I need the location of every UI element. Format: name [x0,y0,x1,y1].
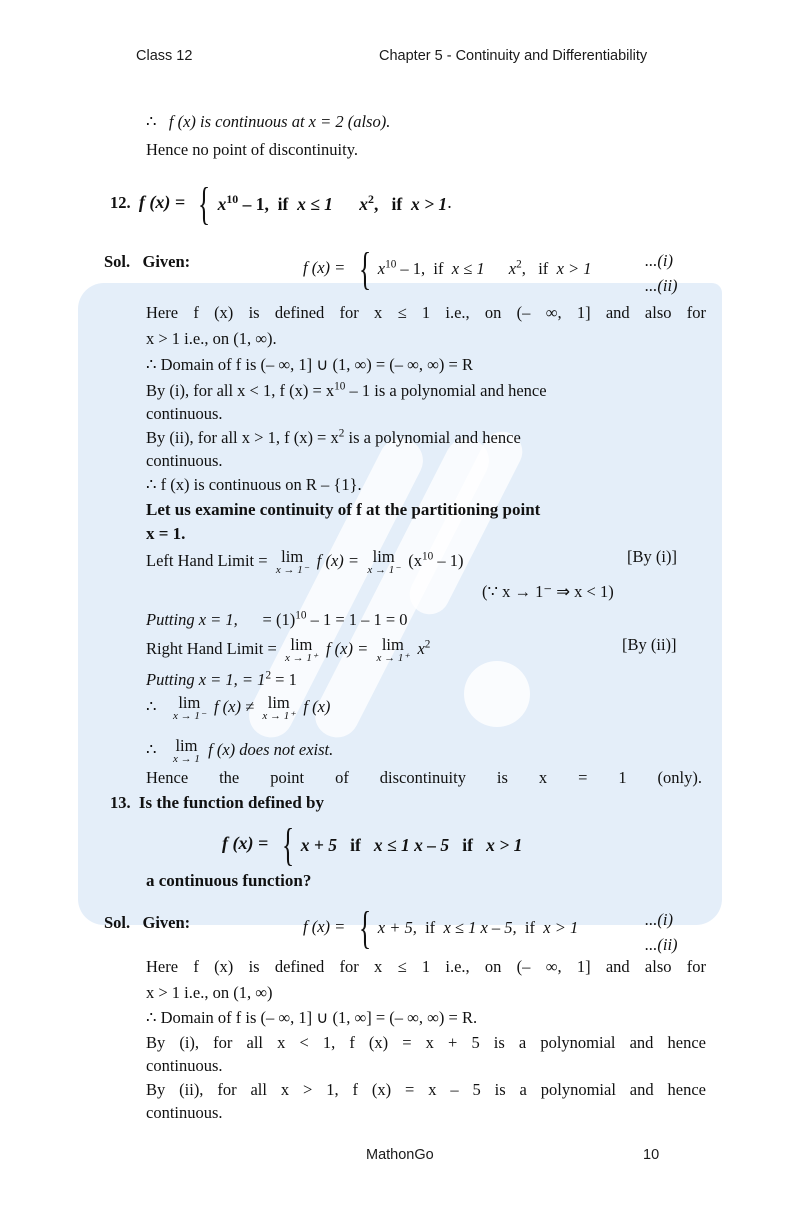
sol-13-label [104,914,190,932]
therefore-symbol: ∴ [146,740,157,760]
sol-12-p1-line2: x > 1 i.e., on (1, ∞). [146,329,277,348]
given-label: Given: [142,913,191,932]
sol-13-p3-line1: By (i), for all x < 1, f (x) = x + 5 is a polynomial and hence [146,1033,706,1052]
sol-12-piecewise [303,243,592,294]
question-12-period: . [447,192,452,213]
putting-line-2: Putting x = 1, = $1^2 = 1$ [146,669,297,689]
sol-12-p3-line1: By (i), for all x < 1, f $(x) = x^{10} - 1$ is a polynomial and hence [146,380,547,400]
piecewise-brace: { [358,243,371,294]
sol-13-piecewise [303,902,579,953]
question-13-case-1: x + 5 if x ≤ 1 [300,835,410,856]
sol-label: Sol. [104,252,131,271]
top-line-1 [146,113,390,131]
putting-line-1: Putting x = 1, = $(1)^{10} - 1 = 1 - 1 = 0$ [146,609,408,629]
dne-limit: lim x → 1 [173,736,200,765]
sol-12-bold-line2: x = 1. [146,524,186,543]
question-13-text: Is the function defined by [138,793,325,812]
page-footer [0,1147,800,1171]
piecewise-brace: { [281,819,294,870]
question-13-piecewise [222,819,523,870]
sol-12-case-2: $x^2$, if x > 1 [508,258,592,279]
lhl-reference-tag: [By (i)] [627,547,677,566]
sol-12-p3-line2: continuous. [146,404,223,423]
sol-13-p3-line2: continuous. [146,1056,223,1075]
question-12-number: 12. [110,193,131,213]
lhl-label: Left Hand Limit = [146,551,268,571]
rhl-reference-tag: [By (ii)] [622,635,677,654]
therefore-symbol: ∴ [146,697,157,717]
sol-label: Sol. [104,913,131,932]
sol-12-tag-ii: ...(ii) [645,276,678,295]
sol-13-p1-line1: Here f (x) is defined for x ≤ 1 i.e., on (– ∞, 1] and also for [146,957,706,976]
question-13-number: 13. [110,793,131,812]
sol-13-fx: f (x) = [303,917,346,937]
sol-12-bold-line1: Let us examine continuity of f at the partitioning point [146,500,541,519]
left-hand-limit-line: Left Hand Limit = lim x → 1⁻ f (x) = lim x → 1⁻ $(x^{10} - 1)$ [146,547,464,576]
header-class-label: Class 12 [136,48,193,64]
piecewise-brace: { [198,178,211,229]
question-13-closing: a continuous function? [146,871,312,890]
sol-12-p1-line1: Here f (x) is defined for x ≤ 1 i.e., on (– ∞, 1] and also for [146,303,706,322]
sol-12-fx: f (x) = [303,258,346,278]
sol-12-p4-line1: By (ii), for all x > 1, f $(x) = x^2$ is a polynomial and hence [146,427,521,447]
question-12 [110,178,452,229]
sol-13-case-1: x + 5, if x ≤ 1 [377,918,477,938]
sol-12-case-1: $x^{10} - 1$, if x ≤ 1 [377,258,485,279]
sol-12-p4-line2: continuous. [146,451,223,470]
footer-page-number: 10 [643,1147,660,1163]
sol-13-tag-ii: ...(ii) [645,935,678,954]
sol-13-tag-i: ...(i) [645,910,673,929]
question-13-case-2: x – 5 if x > 1 [414,835,523,856]
therefore-symbol: ∴ [146,112,157,131]
sol-12-label [104,253,190,271]
sol-12-p2: ∴ Domain of f is (– ∞, 1] ∪ (1, ∞) = (– ∞, ∞) = R [146,355,473,374]
sol-12-conclusion: Hence the point of discontinuity is x = 1 (only). [146,768,702,787]
given-label: Given: [142,252,191,271]
neq-limit-2: lim x → 1⁺ [262,693,296,722]
top-line-1-text: f (x) is continuous at x = 2 (also). [168,112,391,131]
sol-13-case-2: x – 5, if x > 1 [480,918,579,938]
lhl-limit-1: lim x → 1⁻ [275,547,309,576]
sol-13-p1-line2: x > 1 i.e., on (1, ∞) [146,983,273,1002]
rhl-limit-2: lim x → 1⁺ [376,635,410,664]
sol-12-tag-i: ...(i) [645,251,673,270]
question-12-case-2: $x^2$, if x > 1 [359,192,448,215]
sol-13-p2: ∴ Domain of f is (– ∞, 1] ∪ (1, ∞] = (– ∞, ∞) = R. [146,1008,478,1027]
header-chapter-title: Chapter 5 - Continuity and Differentiability [379,48,648,64]
question-13-fx: f (x) = [222,833,269,854]
neq-limit-1: lim x → 1⁻ [173,693,206,722]
rhl-limit-1: lim x → 1⁺ [285,635,318,664]
limits-not-equal-line: ∴ lim x → 1⁻ f (x) ≠ lim x → 1⁺ f (x) [146,693,331,722]
question-12-fx: f (x) = [138,192,186,213]
limit-does-not-exist-line: ∴ lim x → 1 f (x) does not exist. [146,736,334,765]
sol-12-p5: ∴ f (x) is continuous on R – {1}. [146,475,362,494]
sol-13-p4-line1: By (ii), for all x > 1, f (x) = x – 5 is a polynomial and hence [146,1080,706,1099]
question-12-case-1: $x^{10} - 1$, if x ≤ 1 [217,192,333,215]
top-line-2: Hence no point of discontinuity. [146,140,359,159]
question-13 [110,794,324,813]
piecewise-brace: { [358,902,371,953]
because-line: (∵ x → 1⁻ ⇒ x < 1) [482,582,614,601]
rhl-label: Right Hand Limit = [146,639,277,659]
sol-13-p4-line2: continuous. [146,1103,223,1122]
footer-brand: MathonGo [366,1147,434,1163]
right-hand-limit-line: Right Hand Limit = lim x → 1⁺ f (x) = lim x → 1⁺ $x^2$ [146,635,431,664]
lhl-limit-2: lim x → 1⁻ [367,547,401,576]
